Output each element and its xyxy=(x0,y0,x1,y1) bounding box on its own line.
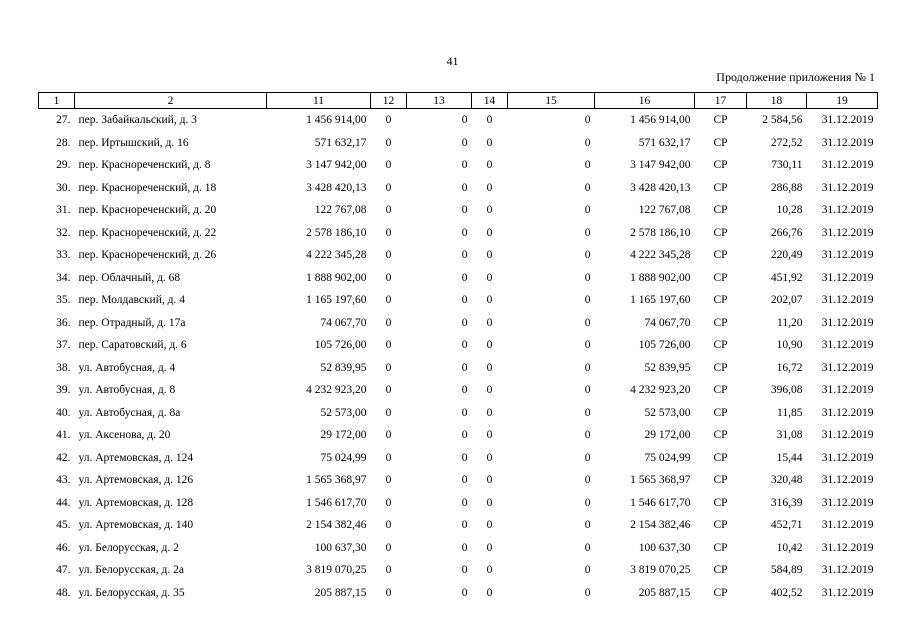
cell-col-13: 0 xyxy=(461,114,468,127)
cell-col-12: 0 xyxy=(385,451,392,464)
cell-col-15: 0 xyxy=(584,339,591,352)
cell-col-18: 584,89 xyxy=(770,564,803,577)
cell-col-18: 402,52 xyxy=(770,586,803,599)
cell-col-16: 205 887,15 xyxy=(638,586,691,599)
cell-col-11: 1 546 617,70 xyxy=(306,496,367,509)
cell-col-11: 75 024,99 xyxy=(320,451,367,464)
cell-col-18: 16,72 xyxy=(776,361,803,374)
cell-col-18: 266,76 xyxy=(770,226,803,239)
cell-col-13: 0 xyxy=(461,406,468,419)
cell-col-16: 1 165 197,60 xyxy=(630,294,691,307)
row-number: 41. xyxy=(56,429,71,442)
cell-col-12: 0 xyxy=(385,564,392,577)
cell-col-17: СР xyxy=(713,271,728,284)
cell-col-12: 0 xyxy=(385,114,392,127)
address-cell: ул. Белорусская, д. 35 xyxy=(78,586,185,599)
cell-col-16: 4 222 345,28 xyxy=(630,249,691,262)
table-row xyxy=(39,154,878,177)
cell-col-15: 0 xyxy=(584,204,591,217)
cell-col-17: СР xyxy=(713,136,728,149)
row-number: 45. xyxy=(56,519,71,532)
cell-col-16: 74 067,70 xyxy=(644,316,691,329)
cell-col-17: СР xyxy=(713,474,728,487)
cell-col-19: 31.12.2019 xyxy=(821,451,874,464)
page-number: 41 xyxy=(446,54,459,68)
cell-col-13: 0 xyxy=(461,586,468,599)
cell-col-17: СР xyxy=(713,406,728,419)
cell-col-18: 11,85 xyxy=(777,406,803,419)
cell-col-19: 31.12.2019 xyxy=(821,586,874,599)
row-number: 29. xyxy=(56,159,71,172)
col-header: 12 xyxy=(371,93,407,109)
address-cell: пер. Облачный, д. 68 xyxy=(78,271,181,284)
cell-col-11: 122 767,08 xyxy=(314,204,367,217)
table-row xyxy=(39,132,878,155)
cell-col-11: 4 232 923,20 xyxy=(306,384,367,397)
cell-col-13: 0 xyxy=(461,451,468,464)
cell-col-13: 0 xyxy=(461,496,468,509)
cell-col-17: СР xyxy=(713,249,728,262)
cell-col-12: 0 xyxy=(385,339,392,352)
address-cell: пер. Краснореченский, д. 22 xyxy=(78,226,217,239)
cell-col-15: 0 xyxy=(584,249,591,262)
table-row xyxy=(39,334,878,357)
cell-col-19: 31.12.2019 xyxy=(821,136,874,149)
row-number: 42. xyxy=(56,451,71,464)
cell-col-12: 0 xyxy=(385,181,392,194)
cell-col-14: 0 xyxy=(486,541,493,554)
table-row xyxy=(39,289,878,312)
cell-col-19: 31.12.2019 xyxy=(821,339,874,352)
cell-col-18: 10,28 xyxy=(776,204,803,217)
address-cell: ул. Автобусная, д. 8а xyxy=(78,406,181,419)
cell-col-16: 122 767,08 xyxy=(638,204,691,217)
cell-col-16: 52 839,95 xyxy=(644,361,691,374)
cell-col-15: 0 xyxy=(584,114,591,127)
cell-col-16: 1 565 368,97 xyxy=(630,474,691,487)
cell-col-16: 3 428 420,13 xyxy=(630,181,691,194)
cell-col-16: 3 819 070,25 xyxy=(630,564,691,577)
cell-col-16: 75 024,99 xyxy=(644,451,691,464)
cell-col-16: 3 147 942,00 xyxy=(630,159,691,172)
col-header: 14 xyxy=(472,93,508,109)
cell-col-13: 0 xyxy=(461,361,468,374)
address-cell: ул. Аксенова, д. 20 xyxy=(78,429,171,442)
cell-col-15: 0 xyxy=(584,159,591,172)
cell-col-15: 0 xyxy=(584,429,591,442)
cell-col-15: 0 xyxy=(584,316,591,329)
cell-col-19: 31.12.2019 xyxy=(821,159,874,172)
cell-col-18: 396,08 xyxy=(770,384,803,397)
row-number: 48. xyxy=(56,586,71,599)
cell-col-17: СР xyxy=(713,204,728,217)
registry-table xyxy=(38,92,878,604)
cell-col-16: 2 154 382,46 xyxy=(630,519,691,532)
cell-col-11: 2 154 382,46 xyxy=(306,519,367,532)
cell-col-14: 0 xyxy=(486,586,493,599)
table-row xyxy=(39,379,878,402)
cell-col-12: 0 xyxy=(385,429,392,442)
cell-col-19: 31.12.2019 xyxy=(821,384,874,397)
cell-col-13: 0 xyxy=(461,294,468,307)
address-cell: ул. Артемовская, д. 126 xyxy=(78,474,194,487)
cell-col-11: 3 428 420,13 xyxy=(306,181,367,194)
cell-col-14: 0 xyxy=(486,136,493,149)
table-row xyxy=(39,244,878,267)
cell-col-18: 452,71 xyxy=(770,519,803,532)
address-cell: ул. Артемовская, д. 128 xyxy=(78,496,194,509)
cell-col-12: 0 xyxy=(385,586,392,599)
cell-col-11: 3 819 070,25 xyxy=(306,564,367,577)
cell-col-11: 571 632,17 xyxy=(314,136,367,149)
cell-col-13: 0 xyxy=(461,159,468,172)
cell-col-17: СР xyxy=(713,384,728,397)
cell-col-12: 0 xyxy=(385,519,392,532)
cell-col-19: 31.12.2019 xyxy=(821,294,874,307)
cell-col-15: 0 xyxy=(584,586,591,599)
row-number: 30. xyxy=(56,181,71,194)
cell-col-15: 0 xyxy=(584,226,591,239)
cell-col-11: 52 573,00 xyxy=(320,406,367,419)
cell-col-17: СР xyxy=(713,496,728,509)
cell-col-16: 100 637,30 xyxy=(638,541,691,554)
row-number: 46. xyxy=(56,541,71,554)
cell-col-19: 31.12.2019 xyxy=(821,361,874,374)
address-cell: пер. Краснореченский, д. 8 xyxy=(78,159,211,172)
table-row xyxy=(39,199,878,222)
cell-col-17: СР xyxy=(713,541,728,554)
cell-col-16: 52 573,00 xyxy=(644,406,691,419)
cell-col-15: 0 xyxy=(584,564,591,577)
cell-col-17: СР xyxy=(713,451,728,464)
row-number: 32. xyxy=(56,226,71,239)
cell-col-19: 31.12.2019 xyxy=(821,316,874,329)
row-number: 38. xyxy=(56,361,71,374)
cell-col-17: СР xyxy=(713,159,728,172)
cell-col-17: СР xyxy=(713,586,728,599)
cell-col-13: 0 xyxy=(461,181,468,194)
row-number: 34. xyxy=(56,271,71,284)
cell-col-17: СР xyxy=(713,339,728,352)
cell-col-18: 320,48 xyxy=(770,474,803,487)
cell-col-16: 4 232 923,20 xyxy=(630,384,691,397)
cell-col-15: 0 xyxy=(584,474,591,487)
table-row xyxy=(39,492,878,515)
cell-col-19: 31.12.2019 xyxy=(821,519,874,532)
table-row xyxy=(39,424,878,447)
cell-col-13: 0 xyxy=(461,474,468,487)
row-number: 37. xyxy=(56,339,71,352)
col-header: 15 xyxy=(508,93,595,109)
cell-col-14: 0 xyxy=(486,271,493,284)
cell-col-12: 0 xyxy=(385,204,392,217)
cell-col-14: 0 xyxy=(486,384,493,397)
cell-col-18: 220,49 xyxy=(770,249,803,262)
row-number: 27. xyxy=(56,114,71,127)
cell-col-14: 0 xyxy=(486,159,493,172)
cell-col-15: 0 xyxy=(584,496,591,509)
cell-col-12: 0 xyxy=(385,226,392,239)
cell-col-15: 0 xyxy=(584,361,591,374)
col-header: 11 xyxy=(267,93,371,109)
cell-col-14: 0 xyxy=(486,406,493,419)
cell-col-14: 0 xyxy=(486,316,493,329)
cell-col-15: 0 xyxy=(584,271,591,284)
cell-col-11: 1 565 368,97 xyxy=(306,474,367,487)
cell-col-17: СР xyxy=(713,519,728,532)
cell-col-19: 31.12.2019 xyxy=(821,181,874,194)
cell-col-12: 0 xyxy=(385,496,392,509)
cell-col-12: 0 xyxy=(385,474,392,487)
cell-col-17: СР xyxy=(713,429,728,442)
cell-col-19: 31.12.2019 xyxy=(821,226,874,239)
cell-col-13: 0 xyxy=(461,136,468,149)
cell-col-18: 286,88 xyxy=(770,181,803,194)
address-cell: пер. Саратовский, д. 6 xyxy=(78,339,187,352)
cell-col-17: СР xyxy=(713,294,728,307)
table-row xyxy=(39,514,878,537)
cell-col-13: 0 xyxy=(461,226,468,239)
cell-col-18: 10,90 xyxy=(776,339,803,352)
address-cell: пер. Иртышский, д. 16 xyxy=(78,136,189,149)
cell-col-11: 2 578 186,10 xyxy=(306,226,367,239)
cell-col-15: 0 xyxy=(584,384,591,397)
cell-col-18: 272,52 xyxy=(770,136,803,149)
table-row xyxy=(39,582,878,605)
row-number: 28. xyxy=(56,136,71,149)
cell-col-13: 0 xyxy=(461,249,468,262)
address-cell: пер. Краснореченский, д. 20 xyxy=(78,204,217,217)
cell-col-12: 0 xyxy=(385,361,392,374)
cell-col-14: 0 xyxy=(486,519,493,532)
cell-col-12: 0 xyxy=(385,406,392,419)
cell-col-18: 451,92 xyxy=(770,271,803,284)
cell-col-12: 0 xyxy=(385,294,392,307)
row-number: 40. xyxy=(56,406,71,419)
address-cell: ул. Артемовская, д. 140 xyxy=(78,519,194,532)
cell-col-16: 571 632,17 xyxy=(638,136,691,149)
table-row xyxy=(39,222,878,245)
cell-col-11: 4 222 345,28 xyxy=(306,249,367,262)
col-header: 2 xyxy=(75,93,267,109)
cell-col-12: 0 xyxy=(385,136,392,149)
cell-col-15: 0 xyxy=(584,406,591,419)
cell-col-18: 316,39 xyxy=(770,496,803,509)
cell-col-15: 0 xyxy=(584,294,591,307)
row-number: 44. xyxy=(56,496,71,509)
cell-col-15: 0 xyxy=(584,541,591,554)
header-row xyxy=(39,93,878,109)
cell-col-14: 0 xyxy=(486,181,493,194)
cell-col-17: СР xyxy=(713,361,728,374)
continuation-label: Продолжение приложения № 1 xyxy=(716,70,875,84)
table-row xyxy=(39,267,878,290)
cell-col-13: 0 xyxy=(461,204,468,217)
cell-col-15: 0 xyxy=(584,519,591,532)
address-cell: пер. Краснореченский, д. 26 xyxy=(78,249,217,262)
cell-col-11: 52 839,95 xyxy=(320,361,367,374)
cell-col-19: 31.12.2019 xyxy=(821,564,874,577)
cell-col-11: 1 456 914,00 xyxy=(306,114,367,127)
cell-col-12: 0 xyxy=(385,316,392,329)
cell-col-11: 100 637,30 xyxy=(314,541,367,554)
cell-col-13: 0 xyxy=(461,384,468,397)
col-header: 13 xyxy=(407,93,472,109)
table-row xyxy=(39,312,878,335)
cell-col-19: 31.12.2019 xyxy=(821,114,874,127)
cell-col-14: 0 xyxy=(486,429,493,442)
cell-col-11: 205 887,15 xyxy=(314,586,367,599)
cell-col-13: 0 xyxy=(461,541,468,554)
address-cell: ул. Автобусная, д. 8 xyxy=(78,384,176,397)
address-cell: ул. Белорусская, д. 2 xyxy=(78,541,179,554)
cell-col-19: 31.12.2019 xyxy=(821,496,874,509)
cell-col-14: 0 xyxy=(486,204,493,217)
cell-col-14: 0 xyxy=(486,294,493,307)
cell-col-16: 1 888 902,00 xyxy=(630,271,691,284)
cell-col-14: 0 xyxy=(486,496,493,509)
cell-col-18: 15,44 xyxy=(776,451,803,464)
table-row xyxy=(39,402,878,425)
cell-col-12: 0 xyxy=(385,384,392,397)
cell-col-18: 31,08 xyxy=(776,429,803,442)
cell-col-19: 31.12.2019 xyxy=(821,429,874,442)
table-row xyxy=(39,447,878,470)
cell-col-15: 0 xyxy=(584,181,591,194)
address-cell: пер. Отрадный, д. 17а xyxy=(78,316,186,329)
cell-col-19: 31.12.2019 xyxy=(821,271,874,284)
address-cell: пер. Краснореченский, д. 18 xyxy=(78,181,217,194)
cell-col-16: 2 578 186,10 xyxy=(630,226,691,239)
cell-col-18: 2 584,56 xyxy=(762,114,803,127)
cell-col-13: 0 xyxy=(461,316,468,329)
cell-col-14: 0 xyxy=(486,361,493,374)
address-cell: ул. Автобусная, д. 4 xyxy=(78,361,176,374)
address-cell: пер. Забайкальский, д. 3 xyxy=(78,114,197,127)
cell-col-19: 31.12.2019 xyxy=(821,406,874,419)
table-row xyxy=(39,109,878,132)
row-number: 31. xyxy=(56,204,71,217)
cell-col-14: 0 xyxy=(486,474,493,487)
cell-col-12: 0 xyxy=(385,159,392,172)
cell-col-13: 0 xyxy=(461,271,468,284)
cell-col-17: СР xyxy=(713,181,728,194)
table-row xyxy=(39,537,878,560)
cell-col-12: 0 xyxy=(385,541,392,554)
row-number: 39. xyxy=(56,384,71,397)
row-number: 33. xyxy=(56,249,71,262)
col-header: 1 xyxy=(39,93,75,109)
cell-col-15: 0 xyxy=(584,136,591,149)
cell-col-18: 11,20 xyxy=(777,316,803,329)
cell-col-19: 31.12.2019 xyxy=(821,204,874,217)
cell-col-15: 0 xyxy=(584,451,591,464)
row-number: 36. xyxy=(56,316,71,329)
table-row xyxy=(39,177,878,200)
table-row xyxy=(39,559,878,582)
cell-col-11: 1 888 902,00 xyxy=(306,271,367,284)
cell-col-11: 105 726,00 xyxy=(314,339,367,352)
cell-col-17: СР xyxy=(713,226,728,239)
cell-col-13: 0 xyxy=(461,339,468,352)
cell-col-14: 0 xyxy=(486,339,493,352)
cell-col-14: 0 xyxy=(486,451,493,464)
cell-col-12: 0 xyxy=(385,271,392,284)
cell-col-16: 1 546 617,70 xyxy=(630,496,691,509)
cell-col-16: 105 726,00 xyxy=(638,339,691,352)
cell-col-11: 3 147 942,00 xyxy=(306,159,367,172)
address-cell: пер. Молдавский, д. 4 xyxy=(78,294,185,307)
cell-col-14: 0 xyxy=(486,114,493,127)
col-header: 19 xyxy=(807,93,878,109)
cell-col-19: 31.12.2019 xyxy=(821,249,874,262)
cell-col-19: 31.12.2019 xyxy=(821,541,874,554)
cell-col-17: СР xyxy=(713,114,728,127)
table-row xyxy=(39,469,878,492)
cell-col-14: 0 xyxy=(486,564,493,577)
row-number: 47. xyxy=(56,564,71,577)
address-cell: ул. Белорусская, д. 2а xyxy=(78,564,184,577)
cell-col-19: 31.12.2019 xyxy=(821,474,874,487)
address-cell: ул. Артемовская, д. 124 xyxy=(78,451,194,464)
col-header: 18 xyxy=(747,93,807,109)
cell-col-13: 0 xyxy=(461,429,468,442)
cell-col-18: 730,11 xyxy=(771,159,803,172)
cell-col-16: 1 456 914,00 xyxy=(630,114,691,127)
row-number: 43. xyxy=(56,474,71,487)
cell-col-11: 74 067,70 xyxy=(320,316,367,329)
cell-col-17: СР xyxy=(713,564,728,577)
cell-col-11: 1 165 197,60 xyxy=(306,294,367,307)
cell-col-18: 10,42 xyxy=(776,541,803,554)
cell-col-14: 0 xyxy=(486,249,493,262)
col-header: 16 xyxy=(595,93,695,109)
cell-col-18: 202,07 xyxy=(770,294,803,307)
cell-col-13: 0 xyxy=(461,564,468,577)
cell-col-16: 29 172,00 xyxy=(644,429,691,442)
cell-col-13: 0 xyxy=(461,519,468,532)
row-number: 35. xyxy=(56,294,71,307)
cell-col-14: 0 xyxy=(486,226,493,239)
cell-col-12: 0 xyxy=(385,249,392,262)
cell-col-17: СР xyxy=(713,316,728,329)
cell-col-11: 29 172,00 xyxy=(320,429,367,442)
table-row xyxy=(39,357,878,380)
col-header: 17 xyxy=(695,93,747,109)
